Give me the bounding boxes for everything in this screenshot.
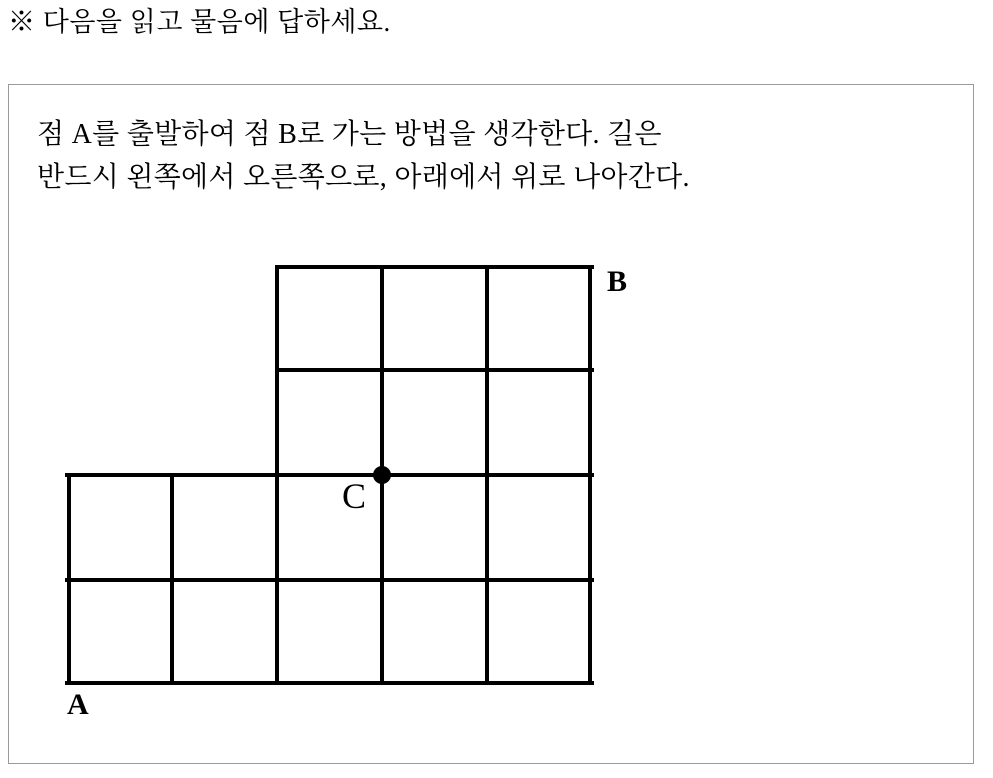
instruction-text: ※ 다음을 읽고 물음에 답하세요. — [8, 7, 391, 37]
problem-box — [8, 84, 974, 764]
lattice-grid-svg — [37, 265, 937, 735]
label-a: A — [67, 688, 89, 721]
problem-statement — [37, 113, 947, 200]
grid-lines — [67, 265, 592, 683]
problem-line-2: 반드시 왼쪽에서 오른쪽으로, 아래에서 위로 나아간다. — [37, 162, 690, 194]
label-b: B — [607, 265, 628, 298]
label-c: C — [342, 476, 367, 516]
point-c-dot — [373, 466, 391, 484]
lattice-figure — [37, 265, 937, 735]
problem-line-1: 점 A를 출발하여 점 B로 가는 방법을 생각한다. 길은 — [37, 119, 662, 150]
